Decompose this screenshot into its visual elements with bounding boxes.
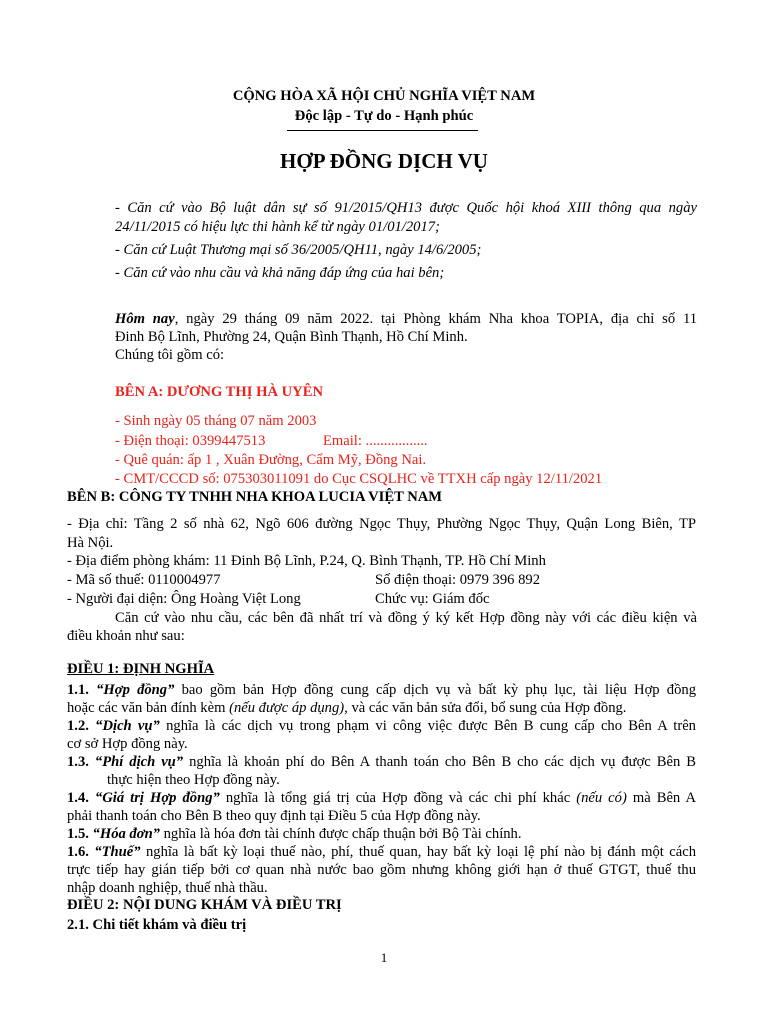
contract-title: HỢP ĐỒNG DỊCH VỤ [280,149,488,173]
definition-term: “Hợp đồng” [96,682,175,698]
party-b-phone: Số điện thoại: 0979 396 892 [375,572,540,588]
definition-number: 1.6. [67,844,89,860]
party-a-phone: - Điện thoại: 0399447513 [115,433,266,449]
definition-item: phải thanh toán cho Bên B theo quy định tại Điều 5 của Hợp đồng này. [67,808,481,824]
definition-term: “Hóa đơn” [92,826,160,842]
definition-number: 1.3. [67,754,89,770]
national-motto: Độc lập - Tự do - Hạnh phúc [294,108,474,124]
party-a-heading: BÊN A: DƯƠNG THỊ HÀ UYÊN [115,384,323,400]
definition-item [67,844,696,861]
agreement-line: điều khoản như sau: [67,628,185,644]
definition-text: nghĩa là khoản phí do Bên A thanh toán cho Bên B cho các dịch vụ được Bên B [183,754,697,770]
intro-line: Đinh Bộ Lĩnh, Phường 24, Quận Bình Thạnh, Hồ Chí Minh. [115,329,468,345]
party-b-position: Chức vụ: Giám đốc [375,591,490,607]
preamble-line: - Căn cứ Luật Thương mại số 36/2005/QH11, ngày 14/6/2005; [115,242,482,258]
definition-text: và các văn bản sửa đổi, bổ sung của Hợp đồng. [347,700,627,716]
definition-item [67,718,696,735]
definition-item [67,790,696,807]
definition-item [67,826,522,843]
definition-number: 1.2. [67,718,89,734]
intro-line: Chúng tôi gồm có: [115,347,225,363]
definition-term: “Thuế” [94,844,141,860]
party-b-address: Hà Nội. [67,535,114,551]
definition-term: “Giá trị Hợp đồng” [94,790,220,806]
national-title: CỘNG HÒA XÃ HỘI CHỦ NGHĨA VIỆT NAM [232,88,536,104]
party-a-birth: - Sinh ngày 05 tháng 07 năm 2003 [115,413,317,429]
definition-text: mà Bên A [626,790,696,806]
preamble-line: 24/11/2015 có hiệu lực thi hành kể từ ngày 01/01/2017; [115,219,440,235]
motto-underline [287,130,478,131]
definition-text: (nếu có) [576,790,627,806]
page-number: 1 [380,950,388,965]
article-1-heading: ĐIỀU 1: ĐỊNH NGHĨA [67,661,215,677]
today-label: Hôm nay [115,311,175,327]
definition-text: nghĩa là hóa đơn tài chính được chấp thuận bởi Bộ Tài chính. [159,826,522,842]
definition-item: trực tiếp hay gián tiếp bởi cơ quan nhà nước bao gồm nhưng không giới hạn ở thuế GTGT, thuế thu [67,862,696,878]
definition-item: thực hiện theo Hợp đồng này. [107,772,280,788]
definition-text: nghĩa là các dịch vụ trong phạm vi công việc được Bên B cung cấp cho Bên A trên [159,718,696,734]
preamble-line: - Căn cứ vào Bộ luật dân sự số 91/2015/QH13 được Quốc hội khoá XIII thông qua ngày [115,200,697,216]
definition-text: nghĩa là bất kỳ loại thuế nào, phí, thuế quan, hay bất kỳ loại lệ phí nào bị đánh một cách [140,844,696,860]
definition-item: cơ sở Hợp đồng này. [67,736,188,752]
definition-item [67,700,626,717]
preamble-line: - Căn cứ vào nhu cầu và khả năng đáp ứng của hai bên; [115,265,445,281]
definition-text: bao gồm bản Hợp đồng cung cấp dịch vụ và bất kỳ phụ lục, tài liệu Hợp đồng [174,682,696,698]
definition-text: nghĩa là tổng giá trị của Hợp đồng và các chi phí khác [219,790,577,806]
definition-text: (nếu được áp dụng), [229,700,348,716]
party-a-id-card: - CMT/CCCD số: 075303011091 do Cục CSQLHC về TTXH cấp ngày 12/11/2021 [115,471,603,487]
agreement-line: Căn cứ vào nhu cầu, các bên đã nhất trí và đồng ý ký kết Hợp đồng này với các điều kiện và [115,610,697,626]
party-a-hometown: - Quê quán: ấp 1 , Xuân Đường, Cẩm Mỹ, Đồng Nai. [115,452,427,468]
definition-item [67,682,696,699]
definition-number: 1.4. [67,790,89,806]
intro-line [115,311,697,328]
party-b-representative: - Người đại diện: Ông Hoàng Việt Long [67,591,301,607]
article-2-heading: ĐIỀU 2: NỘI DUNG KHÁM VÀ ĐIỀU TRỊ [67,897,342,913]
intro-text: , ngày 29 tháng 09 năm 2022. tại Phòng khám Nha khoa TOPIA, địa chỉ số 11 [174,311,697,327]
definition-term: “Dịch vụ” [95,718,160,734]
party-b-address: - Địa chỉ: Tầng 2 số nhà 62, Ngõ 606 đường Ngọc Thụy, Phường Ngọc Thụy, Quận Long Biên, TP [67,516,696,532]
definition-text: hoặc các văn bản đính kèm [67,700,230,716]
definition-item: nhập doanh nghiệp, thuế nhà thầu. [67,880,268,896]
party-b-heading: BÊN B: CÔNG TY TNHH NHA KHOA LUCIA VIỆT NAM [67,489,443,505]
party-b-tax: - Mã số thuế: 0110004977 [67,572,221,588]
party-a-email: Email: ................. [323,433,428,449]
definition-number: 1.5. [67,826,89,842]
definition-number: 1.1. [67,682,89,698]
article-2-subheading: 2.1. Chi tiết khám và điều trị [67,917,247,933]
party-b-clinic: - Địa điểm phòng khám: 11 Đinh Bộ Lĩnh, P.24, Q. Bình Thạnh, TP. Hồ Chí Minh [67,553,546,569]
definition-term: “Phí dịch vụ” [94,754,184,770]
definition-item [67,754,696,771]
